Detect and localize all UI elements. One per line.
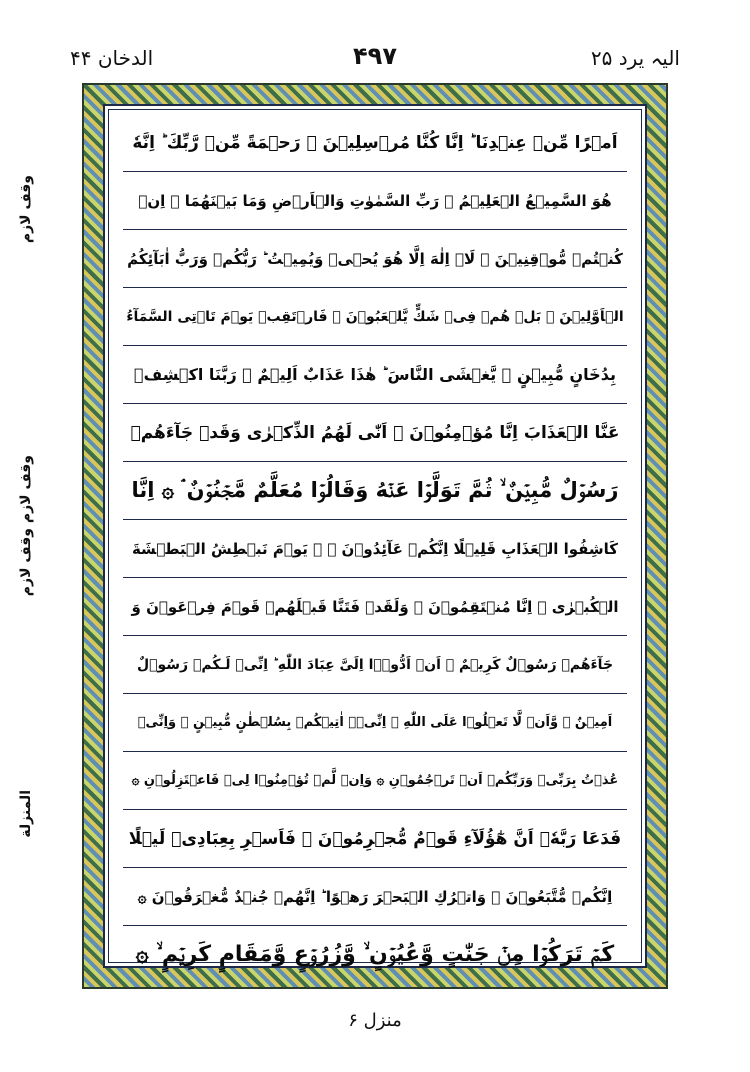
page-number: ۴۹۷ (353, 42, 397, 70)
verse-line: كُنۡتُمۡ مُّوۡقِنِيۡنَ ۞ لَاۤ اِلٰهَ اِلَّا هُوَ يُحۡىٖ وَيُمِيۡتُ ؕ رَبُّكُمۡ وَرَبُّ اٰبَآئِكُمُ (123, 230, 627, 288)
verse-line: جَآءَهُمۡ رَسُوۡلٌ كَرِيۡمٌ ۙ اَنۡ اَدُّوۡۤا اِلَىَّ عِبَادَ اللّٰهِ ؕ اِنِّىۡ لَـكُمۡ رَسُوۡلٌ (123, 636, 627, 694)
verse-line: رَسُوۡلٌ مُّبِيۡنٌ ۙ ثُمَّ تَوَلَّوۡا عَنۡهُ وَقَالُوۡا مُعَلَّمٌ مَّجۡنُوۡنٌ ۘ ۞ اِنَّا (123, 462, 627, 520)
page-header (70, 40, 680, 80)
manzil-footer: منزل ۶ (348, 1010, 402, 1031)
verse-line: اَمۡرًا مِّنۡ عِنۡدِنَا ؕ اِنَّا كُنَّا مُرۡسِلِيۡنَ ۚ رَحۡمَةً مِّنۡ رَّبِّكَ ؕ اِنَّهٗ (123, 114, 627, 172)
surah-label: الدخان ۴۴ (70, 46, 154, 70)
verse-line: بِدُخَانٍ مُّبِيۡنٍ ۙ يَّغۡشَى النَّاسَ ؕ هٰذَا عَذَابٌ اَلِيۡمٌ ۞ رَبَّنَا اكۡشِفۡ (123, 346, 627, 404)
juz-label: الیہ یرد ۲۵ (590, 46, 680, 70)
verse-line: اِنَّكُمۡ مُّتَّبَعُوۡنَ ۙ وَاتۡرُكِ الۡبَحۡرَ رَهۡوًا ؕ اِنَّهُمۡ جُنۡدٌ مُّغۡرَقُوۡنَ ۞ (123, 868, 627, 926)
verse-line: الۡكُبۡرٰى ۚ اِنَّا مُنۡتَقِمُوۡنَ ۞ وَلَقَدۡ فَتَنَّا قَبۡلَهُمۡ قَوۡمَ فِرۡعَوۡنَ وَ (123, 578, 627, 636)
verse-line: الۡاَوَّلِيۡنَ ۞ بَلۡ هُمۡ فِىۡ شَكٍّ يَّلۡعَبُوۡنَ ۞ فَارۡتَقِبۡ يَوۡمَ تَاۡتِى السَّمَآءُ (123, 288, 627, 346)
text-panel (103, 104, 647, 968)
verse-line: عُذۡتُ بِرَبِّىۡ وَرَبِّكُمۡ اَنۡ تَرۡجُمُوۡنِ ۞ وَاِنۡ لَّمۡ تُؤۡمِنُوۡا لِىۡ فَاعۡتَزِلُوۡنِ ۞ (123, 752, 627, 810)
verse-line: هُوَ السَّمِيۡعُ الۡعَلِيۡمُ ۙ رَبِّ السَّمٰوٰتِ وَالۡاَرۡضِ وَمَا بَيۡنَهُمَا ۘ اِنۡ (123, 172, 627, 230)
ornamental-border (82, 83, 668, 989)
margin-note-manzil: المنزلة (18, 790, 34, 838)
margin-note-waqf-1: وقف لازم (18, 175, 34, 244)
verse-line: عَنَّا الۡعَذَابَ اِنَّا مُؤۡمِنُوۡنَ ۞ اَنّٰى لَهُمُ الذِّكۡرٰى وَقَدۡ جَآءَهُمۡ (123, 404, 627, 462)
margin-note-waqf-2: وقف لازم وقف لازم (18, 455, 34, 597)
verse-line: كَمۡ تَرَكُوۡا مِنۡ جَنّٰتٍ وَّعُيُوۡنٍ ۙ وَّزُرُوۡعٍ وَّمَقَامٍ كَرِيۡمٍ ۙ ۞ (135, 942, 615, 967)
verse-line: اَمِيۡنٌ ۙ وَّاَنۡ لَّا تَعۡلُوۡا عَلَى اللّٰهِ ۚ اِنِّىۡۤ اٰتِيۡكُمۡ بِسُلۡطٰنٍ مُّبِيۡنٍ ۚ وَاِنِّىۡ (123, 694, 627, 752)
verse-line: فَدَعَا رَبَّهٗۤ اَنَّ هٰٓؤُلَآءِ قَوۡمٌ مُّجۡرِمُوۡنَ ۞ فَاَسۡرِ بِعِبَادِىۡ لَيۡلًا (123, 810, 627, 868)
verse-line: كَاشِفُوا الۡعَذَابِ قَلِيۡلًا اِنَّكُمۡ عَآئِدُوۡنَ ۘ ۞ يَوۡمَ نَبۡطِشُ الۡبَطۡشَةَ (123, 520, 627, 578)
verse-lines (123, 114, 627, 967)
